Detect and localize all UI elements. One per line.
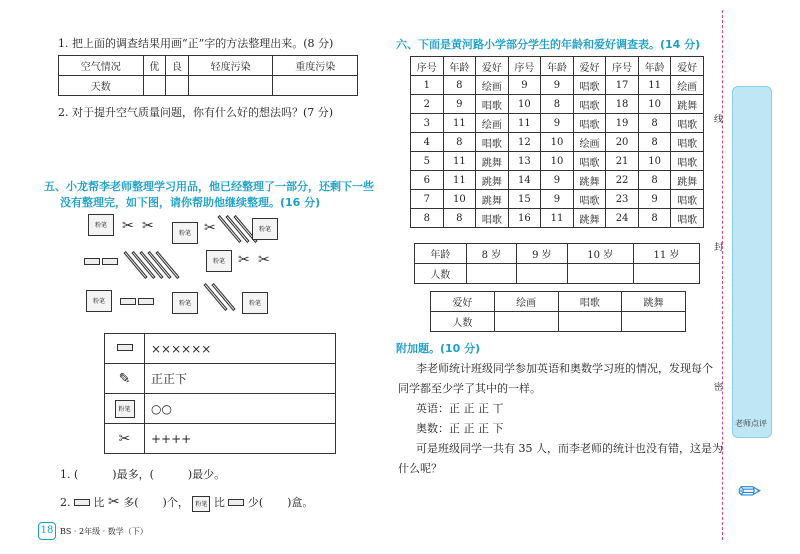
- chalk-box-icon: 粉笔: [206, 250, 232, 272]
- survey-cell: 绘画: [573, 133, 606, 152]
- teacher-review-panel: [732, 86, 772, 438]
- survey-row: [411, 76, 704, 95]
- survey-cell: 唱歌: [671, 152, 704, 171]
- survey-header: 爱好: [476, 57, 509, 76]
- age-row-label: 人数: [415, 264, 467, 284]
- survey-cell: 21: [606, 152, 639, 171]
- survey-cell: 11: [638, 76, 671, 95]
- age-header: 8 岁: [466, 244, 517, 264]
- survey-cell: 7: [411, 190, 444, 209]
- survey-cell: 8: [638, 171, 671, 190]
- survey-cell: 3: [411, 114, 444, 133]
- chalk-box-icon: 粉笔: [88, 214, 114, 236]
- survey-cell: 跳舞: [573, 171, 606, 190]
- eraser-icon: [102, 258, 118, 265]
- survey-cell: 跳舞: [476, 171, 509, 190]
- air-header: 优: [143, 56, 166, 76]
- chalk-box-icon: 粉笔: [252, 218, 278, 240]
- survey-cell: 跳舞: [476, 152, 509, 171]
- survey-row: [411, 114, 704, 133]
- survey-cell: 11: [443, 171, 476, 190]
- tally-eraser: ××××××: [145, 334, 336, 364]
- bonus-title: 附加题。(10 分): [396, 342, 481, 355]
- survey-cell: 22: [606, 171, 639, 190]
- tally-chalk-box: ○○: [145, 394, 336, 424]
- survey-cell: 14: [508, 171, 541, 190]
- survey-cell: 唱歌: [573, 114, 606, 133]
- age-header: 9 岁: [517, 244, 568, 264]
- air-row-label: 天数: [59, 76, 144, 96]
- survey-cell: 8: [411, 209, 444, 228]
- survey-row: [411, 171, 704, 190]
- section-5-title-a: 五、小龙帮李老师整理学习用品，他已经整理了一部分，还剩下一些: [44, 180, 374, 193]
- survey-header: 序号: [508, 57, 541, 76]
- survey-cell: 跳舞: [671, 171, 704, 190]
- page-number: 18: [40, 525, 54, 536]
- margin-label-secret: 密: [714, 383, 724, 393]
- hobby-row-label: 人数: [431, 312, 495, 332]
- survey-row: [411, 209, 704, 228]
- english-tally: 英语：正 正 正 丅: [416, 402, 504, 415]
- scissors-icon: ✂: [258, 252, 270, 268]
- air-quality-table: [58, 55, 358, 96]
- survey-cell: 2: [411, 95, 444, 114]
- survey-cell: 11: [541, 209, 574, 228]
- survey-cell: 唱歌: [671, 209, 704, 228]
- survey-cell: 9: [508, 76, 541, 95]
- chalk-box-icon: 粉笔: [242, 292, 268, 314]
- math-tally: 奥数：正 正 正 下: [416, 422, 504, 435]
- chalk-box-icon: 粉笔: [192, 496, 210, 512]
- footer-text: BS · 2年级 · 数学（下）: [60, 527, 148, 536]
- survey-cell: 绘画: [476, 114, 509, 133]
- survey-cell: 唱歌: [671, 133, 704, 152]
- section-5-title-b: 没有整理完，如下图，请你帮助他继续整理。(16 分): [60, 196, 321, 209]
- survey-cell: 跳舞: [476, 190, 509, 209]
- survey-cell: 8: [443, 209, 476, 228]
- survey-row: [411, 152, 704, 171]
- survey-cell: 8: [443, 133, 476, 152]
- binding-line: [722, 10, 723, 540]
- survey-cell: 15: [508, 190, 541, 209]
- eraser-icon: [84, 258, 100, 265]
- survey-cell: 8: [638, 209, 671, 228]
- survey-cell: 13: [508, 152, 541, 171]
- survey-cell: 9: [541, 76, 574, 95]
- survey-cell: 20: [606, 133, 639, 152]
- survey-cell: 16: [508, 209, 541, 228]
- survey-cell: 24: [606, 209, 639, 228]
- survey-cell: 唱歌: [573, 190, 606, 209]
- scissors-icon: ✂: [122, 218, 134, 234]
- survey-table: [410, 56, 704, 228]
- age-header: 10 岁: [567, 244, 633, 264]
- air-header: 轻度污染: [188, 56, 273, 76]
- survey-header: 序号: [411, 57, 444, 76]
- survey-header: 年龄: [541, 57, 574, 76]
- survey-cell: 11: [443, 114, 476, 133]
- survey-row: [411, 95, 704, 114]
- survey-cell: 11: [508, 114, 541, 133]
- survey-cell: 10: [638, 152, 671, 171]
- age-header: 11 岁: [633, 244, 699, 264]
- scissors-icon: ✂: [118, 430, 131, 447]
- survey-row: [411, 133, 704, 152]
- survey-header: 爱好: [573, 57, 606, 76]
- survey-cell: 1: [411, 76, 444, 95]
- fill-question-2: 2. 比 ✂ 多( )个， 粉笔 比 少( )盒。: [60, 494, 314, 510]
- survey-cell: 9: [541, 171, 574, 190]
- eraser-icon: [228, 499, 244, 506]
- survey-cell: 12: [508, 133, 541, 152]
- survey-header: 序号: [606, 57, 639, 76]
- survey-cell: 10: [508, 95, 541, 114]
- survey-cell: 23: [606, 190, 639, 209]
- survey-cell: 4: [411, 133, 444, 152]
- survey-header: 年龄: [443, 57, 476, 76]
- tally-pencil: 正正下: [145, 364, 336, 394]
- survey-cell: 10: [443, 190, 476, 209]
- survey-cell: 8: [443, 76, 476, 95]
- hobby-header: 跳舞: [622, 292, 686, 312]
- section-6-title: 六、下面是黄河路小学部分学生的年龄和爱好调查表。(14 分): [396, 38, 701, 51]
- survey-cell: 唱歌: [476, 95, 509, 114]
- tally-scissors: ++++: [145, 424, 336, 454]
- chalk-box-icon: 粉笔: [172, 222, 198, 244]
- survey-cell: 8: [541, 95, 574, 114]
- survey-row: [411, 190, 704, 209]
- survey-cell: 8: [638, 114, 671, 133]
- bonus-text: 李老师统计班级同学参加英语和奥数学习班的情况，发现每个: [416, 362, 713, 375]
- air-header: 良: [166, 56, 189, 76]
- survey-cell: 9: [541, 114, 574, 133]
- teacher-review-label: 老师点评: [735, 419, 767, 428]
- survey-cell: 唱歌: [671, 190, 704, 209]
- fill-question-1: 1. ( )最多，( )最少。: [60, 468, 226, 481]
- hobby-header: 绘画: [494, 292, 558, 312]
- survey-cell: 绘画: [476, 76, 509, 95]
- survey-cell: 19: [606, 114, 639, 133]
- survey-cell: 17: [606, 76, 639, 95]
- hobby-header: 唱歌: [558, 292, 622, 312]
- survey-cell: 跳舞: [671, 95, 704, 114]
- age-header: 年龄: [415, 244, 467, 264]
- scissors-icon: ✂: [142, 218, 154, 234]
- eraser-icon: [117, 344, 133, 351]
- age-count-table: [414, 243, 700, 284]
- chalk-box-icon: 粉笔: [172, 292, 198, 314]
- tally-table: [104, 333, 336, 454]
- survey-cell: 唱歌: [671, 114, 704, 133]
- eraser-icon: [74, 499, 90, 506]
- survey-cell: 唱歌: [476, 133, 509, 152]
- survey-cell: 5: [411, 152, 444, 171]
- survey-cell: 9: [638, 190, 671, 209]
- question-1: 1. 把上面的调查结果用画“正”字的方法整理出来。(8 分): [58, 37, 334, 50]
- chalk-box-icon: 粉笔: [115, 400, 135, 418]
- scissors-icon: ✂: [204, 220, 216, 236]
- survey-cell: 跳舞: [573, 209, 606, 228]
- survey-header: 爱好: [671, 57, 704, 76]
- chalk-box-icon: 粉笔: [86, 290, 112, 312]
- scissors-icon: ✂: [108, 494, 120, 510]
- page-number-badge: [38, 522, 56, 540]
- bonus-text: 可是班级同学一共有 35 人，而李老师的统计也没有错，这是为: [416, 442, 723, 455]
- air-header: 重度污染: [273, 56, 358, 76]
- eraser-icon: [120, 298, 136, 305]
- survey-cell: 6: [411, 171, 444, 190]
- survey-header: 年龄: [638, 57, 671, 76]
- survey-cell: 唱歌: [573, 95, 606, 114]
- survey-cell: 唱歌: [476, 209, 509, 228]
- survey-cell: 10: [541, 133, 574, 152]
- bonus-text: 同学都至少学了其中的一样。: [398, 382, 541, 395]
- eraser-icon: [138, 298, 154, 305]
- survey-cell: 10: [638, 95, 671, 114]
- survey-cell: 唱歌: [573, 76, 606, 95]
- supplies-illustration: [80, 212, 280, 327]
- question-2: 2. 对于提升空气质量问题，你有什么好的想法吗？(7 分): [58, 106, 334, 119]
- bonus-text: 什么呢？: [398, 462, 442, 475]
- hobby-count-table: [430, 291, 686, 332]
- survey-cell: 唱歌: [573, 152, 606, 171]
- hobby-header: 爱好: [431, 292, 495, 312]
- scissors-icon: ✂: [238, 252, 250, 268]
- survey-cell: 9: [443, 95, 476, 114]
- air-header: 空气情况: [59, 56, 144, 76]
- margin-label-line: 线: [714, 115, 724, 125]
- pencil-icon: ✎: [118, 370, 131, 387]
- survey-cell: 18: [606, 95, 639, 114]
- survey-cell: 8: [638, 133, 671, 152]
- survey-cell: 11: [443, 152, 476, 171]
- pencil-mascot-icon: ✏: [738, 475, 762, 508]
- survey-cell: 绘画: [671, 76, 704, 95]
- margin-label-seal: 封: [714, 243, 724, 253]
- survey-cell: 10: [541, 152, 574, 171]
- survey-cell: 9: [541, 190, 574, 209]
